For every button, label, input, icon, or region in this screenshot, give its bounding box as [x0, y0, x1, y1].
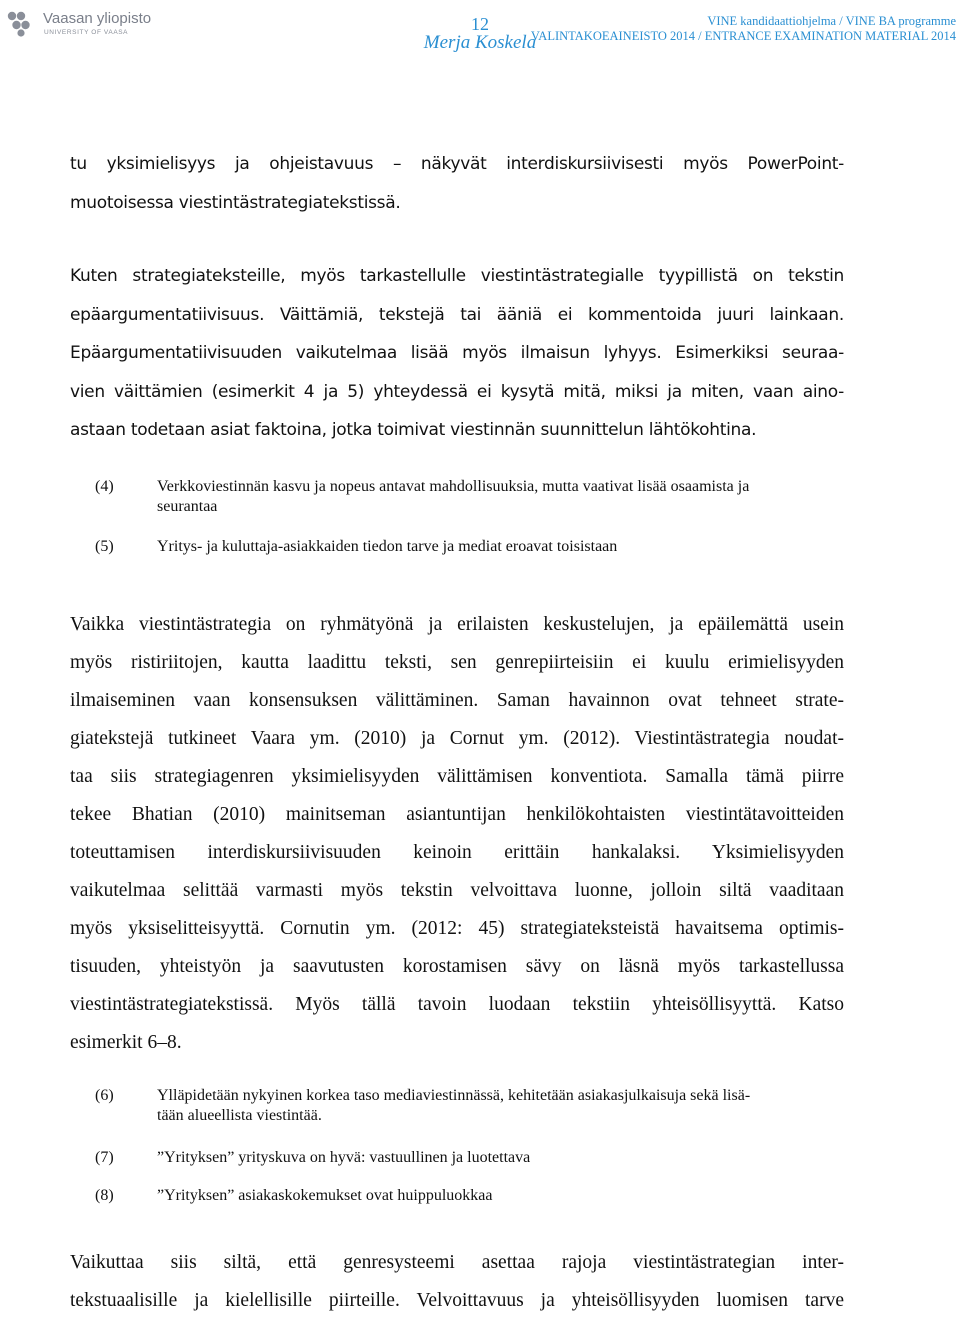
text-line: tekee Bhatian (2010) mainitseman asiantuntijan henkilökohtaisten viestintätavoitteiden [70, 804, 844, 825]
text-line: toteuttamisen interdiskursiivisuuden keinoin erittäin hankalaksi. Yksimielisyyden [70, 842, 844, 863]
text-line: esimerkit 6–8. [70, 1032, 182, 1053]
text-line: Verkkoviestinnän kasvu ja nopeus antavat mahdollisuuksia, mutta vaativat lisää osaamista ja [157, 478, 750, 495]
example-number: (8) [95, 1187, 114, 1204]
text-line: seurantaa [157, 498, 218, 515]
text-line: ilmaiseminen vaan konsensuksen välittäminen. Saman havainnon ovat tehneet strate- [70, 690, 844, 711]
text-line: viestintästrategiatekstissä. Myös tällä tavoin luodaan tekstiin yhteisöllisyyttä. Katso [70, 994, 844, 1015]
example-number: (5) [95, 538, 114, 555]
author-name: Merja Koskela [423, 32, 537, 53]
example-4 [95, 477, 845, 519]
example-5 [95, 537, 845, 559]
text-line: tisuuden, yhteistyön ja saavutusten korostamisen sävy on läsnä myös tarkastellussa [70, 956, 844, 977]
example-7 [95, 1148, 845, 1170]
example-6 [95, 1086, 845, 1128]
page-header [0, 0, 960, 60]
text-line: Epäargumentatiivisuuden vaikutelmaa lisää myös ilmaisun lyhyys. Esimerkiksi seuraa- [70, 343, 844, 363]
logo-subtitle: UNIVERSITY OF VAASA [44, 29, 129, 36]
text-line: taa siis strategiagenren yksimielisyyden välittämisen konventiota. Samalla tämä piirre [70, 766, 844, 787]
text-line: muotoisessa viestintästrategiatekstissä. [70, 192, 401, 213]
logo-name: Vaasan yliopisto [43, 10, 152, 27]
example-text: ”Yrityksen” yrityskuva on hyvä: vastuullinen ja luotettava [157, 1149, 531, 1166]
paragraph-1 [70, 145, 844, 222]
text-line: Vaikuttaa siis siltä, että genresysteemi asettaa rajoja viestintästrategian inter- [70, 1252, 844, 1273]
example-text [157, 1086, 837, 1126]
text-line: giatekstejä tutkineet Vaara ym. (2010) ja Cornut ym. (2012). Viestintästrategia noudat- [70, 728, 844, 749]
paragraph-2 [70, 257, 844, 450]
paragraph-3 [70, 606, 844, 1062]
example-text: ”Yrityksen” asiakaskokemukset ovat huippuluokkaa [157, 1187, 493, 1204]
material-title: VALINTAKOEAINEISTO 2014 / ENTRANCE EXAMINATION MATERIAL 2014 [530, 29, 956, 43]
paragraph-4 [70, 1244, 844, 1320]
text-line: epäargumentatiivisuus. Väittämiä, tekstejä tai ääniä ei kommentoida juuri lainkaan. [70, 304, 844, 325]
text-line: vien väittämien (esimerkit 4 ja 5) yhteydessä ei kysytä mitä, miksi ja miten, vaan aino- [70, 381, 844, 402]
example-number: (4) [95, 478, 114, 495]
example-text [157, 477, 837, 517]
page-number: 12 [471, 14, 489, 34]
text-line: Vaikka viestintästrategia on ryhmätyönä ja erilaisten keskustelujen, ja epäilemättä usein [70, 614, 844, 635]
text-line: astaan todetaan asiat faktoina, jotka toimivat viestinnän suunnittelun lähtökohtina. [70, 420, 757, 440]
text-line: Kuten strategiateksteille, myös tarkastellulle viestintästrategialle tyypillistä on tekstin [70, 266, 844, 286]
text-line: myös ristiriitojen, kautta laadittu teksti, sen genrepiirteisiin ei kuulu erimielisyyden [70, 652, 844, 673]
example-8 [95, 1186, 845, 1208]
programme-title: VINE kandidaattiohjelma / VINE BA programme [707, 14, 956, 28]
university-logo-icon [5, 8, 35, 38]
example-number: (6) [95, 1087, 114, 1104]
text-line: Ylläpidetään nykyinen korkea taso mediaviestinnässä, kehitetään asiakasjulkaisuja sekä lisä- [157, 1087, 751, 1104]
example-number: (7) [95, 1149, 114, 1166]
text-line: vaikutelmaa selittää varmasti myös tekstin velvoittava luonne, jolloin siltä vaaditaan [70, 880, 844, 901]
university-logo [5, 8, 165, 40]
text-line: tään alueellista viestintää. [157, 1107, 322, 1124]
text-line: tekstuaalisille ja kielellisille piirteille. Velvoittavuus ja yhteisöllisyyden luomisen tarve [70, 1290, 844, 1311]
example-text: Yritys- ja kuluttaja-asiakkaiden tiedon tarve ja mediat eroavat toisistaan [157, 538, 618, 555]
text-line: tu yksimielisyys ja ohjeistavuus – näkyvät interdiskursiivisesti myös PowerPoint- [70, 154, 844, 174]
text-line: myös yksiselitteisyyttä. Cornutin ym. (2012: 45) strategiateksteistä havaitsema optimis- [70, 918, 844, 939]
